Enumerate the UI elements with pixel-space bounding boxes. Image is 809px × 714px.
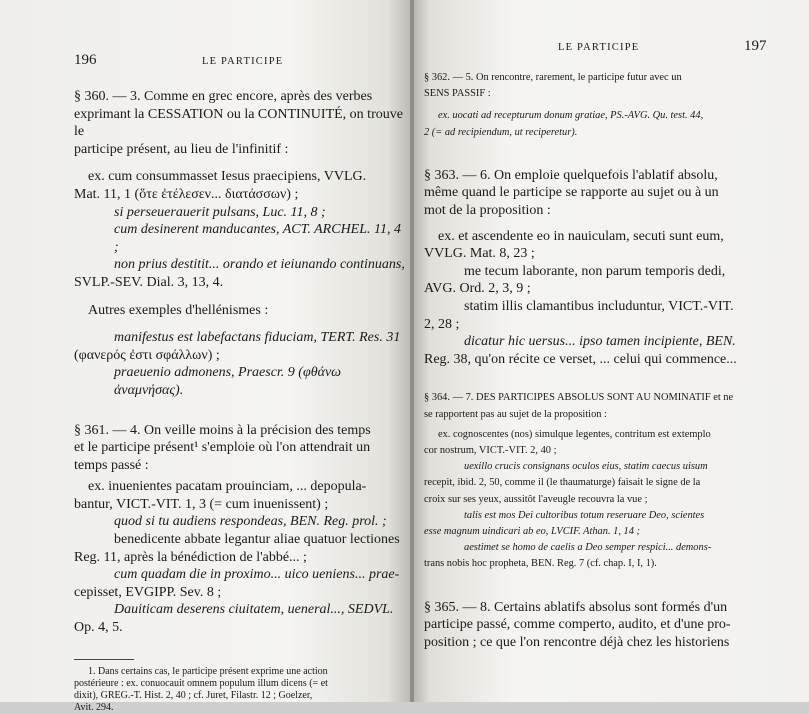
example-line: Dauiticam deserens ciuitatem, ueneral..., SEDVL. bbox=[114, 602, 394, 618]
running-title: LE PARTICIPE bbox=[202, 56, 284, 67]
example-line: aestimet se homo de caelis a Deo semper respici... demons- bbox=[464, 542, 712, 554]
text-line: SENS PASSIF : bbox=[424, 88, 491, 100]
example-line: statim illis clamantibus includuntur, VICT.-VIT. bbox=[464, 298, 734, 314]
text-line: § 363. — 6. On emploie quelquefois l'ablatif absolu, bbox=[424, 167, 718, 183]
example-line: cum quadam die in proximo... uico ueniens... prae- bbox=[114, 567, 400, 583]
other-examples bbox=[74, 302, 406, 400]
example-line: cum desinerent manducantes, ACT. ARCHEL. 11, 4 ; bbox=[114, 222, 401, 255]
other-intro: Autres exemples d'hellénismes : bbox=[88, 302, 269, 318]
example-line: 2 (= ad recipiendum, ut reciperetur). bbox=[424, 126, 578, 138]
footnote-line: dixit), GREG.-T. Hist. 2, 40 ; cf. Juret, Filastr. 12 ; Goelzer, bbox=[74, 690, 313, 702]
example-line: talis est mos Dei cultoribus totum reseruare Deo, scientes bbox=[464, 509, 705, 521]
examples-362 bbox=[424, 108, 769, 140]
example-line: trans nobis hoc propheta, BEN. Reg. 7 (cf. chap. I, I, 1). bbox=[424, 558, 657, 570]
page-number: 196 bbox=[74, 52, 97, 68]
examples-363 bbox=[424, 228, 769, 369]
text-line: mot de la proposition : bbox=[424, 203, 551, 218]
text-line: § 360. — 3. Comme en grec encore, après des verbes bbox=[74, 89, 373, 104]
text-line: exprimant la CESSATION ou la CONTINUITÉ, on trouve le bbox=[74, 106, 403, 140]
example-line: croix sur ses yeux, aussitôt l'aveugle recouvra la vue ; bbox=[424, 493, 648, 505]
example-line: ex. cognoscentes (nos) simulque legentes, contritum est extemplo bbox=[438, 428, 711, 440]
section-360 bbox=[74, 88, 406, 158]
text-line: participe présent, au lieu de l'infinitif : bbox=[74, 141, 289, 157]
section-362 bbox=[424, 70, 769, 102]
right-running-head bbox=[424, 38, 779, 58]
example-line: cepisset, EVGIPP. Sev. 8 ; bbox=[74, 584, 222, 600]
example-line: si perseuerauerit pulsans, Luc. 11, 8 ; bbox=[114, 204, 326, 220]
example-line: ex. inuenientes pacatam prouinciam, ... depopula- bbox=[88, 479, 367, 495]
left-running-head bbox=[74, 52, 412, 72]
example-line: AVG. Ord. 2, 3, 9 ; bbox=[424, 281, 531, 297]
example-line: me tecum laborante, non parum temporis dedi, bbox=[464, 263, 726, 279]
example-line: praeuenio admonens, Praescr. 9 (φθάνω ἀναμνήσας). bbox=[114, 365, 342, 398]
examples-360 bbox=[74, 168, 406, 291]
text-line: même quand le participe se rapporte au sujet ou à un bbox=[424, 185, 719, 201]
footnote bbox=[74, 666, 406, 714]
section-365 bbox=[424, 599, 769, 652]
example-line: uexillo crucis consignans oculos eius, statim caecus uisum bbox=[464, 461, 708, 473]
text-line: se rapportent pas au sujet de la proposition : bbox=[424, 408, 607, 420]
example-line: benedicente abbate legantur aliae quatuor lectiones bbox=[114, 532, 400, 548]
example-line: (φανερός ἐστι σφάλλων) ; bbox=[74, 347, 220, 363]
text-line: position ; ce que l'on rencontre déjà chez les historiens bbox=[424, 634, 730, 650]
footnote-line: postérieure : ex. conuocauit omnem populum illum dicens (= et bbox=[74, 677, 328, 689]
examples-361 bbox=[74, 478, 406, 636]
example-line: dicatur hic uersus... ipso tamen incipiente, BEN. bbox=[464, 334, 736, 350]
text-line: temps passé : bbox=[74, 457, 149, 473]
example-line: SVLP.-SEV. Dial. 3, 13, 4. bbox=[74, 274, 224, 290]
example-line: Mat. 11, 1 (ὅτε ἐτέλεσεν... διατάσσων) ; bbox=[74, 186, 299, 202]
example-line: non prius destitit... orando et ieiunando continuans, bbox=[114, 257, 405, 273]
example-line: manifestus est labefactans fiduciam, TERT. Res. 31 bbox=[114, 330, 401, 346]
example-line: quod si tu audiens respondeas, BEN. Reg. prol. ; bbox=[114, 514, 387, 530]
example-line: Op. 4, 5. bbox=[74, 620, 123, 636]
example-line: cor nostrum, VICT.-VIT. 2, 40 ; bbox=[424, 444, 557, 456]
text-line: § 365. — 8. Certains ablatifs absolus sont formés d'un bbox=[424, 599, 728, 615]
page-number: 197 bbox=[744, 38, 767, 54]
example-line: ex. uocati ad recepturum donum gratiae, PS.-AVG. Qu. test. 44, bbox=[438, 110, 704, 122]
footnote-line: Avit. 294. bbox=[74, 702, 114, 714]
running-title: LE PARTICIPE bbox=[558, 42, 640, 53]
example-line: ex. et ascendente eo in nauiculam, secuti sunt eum, bbox=[438, 228, 724, 244]
right-page bbox=[414, 0, 809, 702]
text-line: § 364. — 7. DES PARTICIPES ABSOLUS SONT AU NOMINATIF et ne bbox=[424, 392, 734, 404]
example-line: VVLG. Mat. 8, 23 ; bbox=[424, 246, 535, 262]
section-361 bbox=[74, 422, 406, 475]
text-line: participe passé, comme comperto, audito, et d'une pro- bbox=[424, 617, 731, 633]
section-364 bbox=[424, 390, 769, 422]
example-line: 2, 28 ; bbox=[424, 316, 460, 332]
text-line: § 361. — 4. On veille moins à la précision des temps bbox=[74, 422, 371, 438]
example-line: Reg. 11, après la bénédiction de l'abbé... ; bbox=[74, 549, 307, 565]
text-line: § 362. — 5. On rencontre, rarement, le participe futur avec un bbox=[424, 72, 682, 83]
section-363 bbox=[424, 167, 769, 220]
example-line: bantur, VICT.-VIT. 1, 3 (= cum inuenissent) ; bbox=[74, 496, 329, 512]
example-line: esse magnum uindicari ab eo, LVCIF. Athan. 1, 14 ; bbox=[424, 525, 640, 537]
example-line: Reg. 38, qu'on récite ce verset, ... celui qui commence... bbox=[424, 351, 737, 367]
footnote-rule bbox=[74, 659, 134, 660]
example-line: recepit, ibid. 2, 50, comme il (le thaumaturge) faisait le signe de la bbox=[424, 477, 701, 489]
example-line: ex. cum consummasset Iesus praecipiens, VVLG. bbox=[88, 169, 367, 185]
examples-364 bbox=[424, 427, 769, 573]
text-line: et le participe présent¹ s'emploie où l'on attendrait un bbox=[74, 440, 371, 456]
footnote-line: 1. Dans certains cas, le participe présent exprime une action bbox=[88, 665, 328, 677]
